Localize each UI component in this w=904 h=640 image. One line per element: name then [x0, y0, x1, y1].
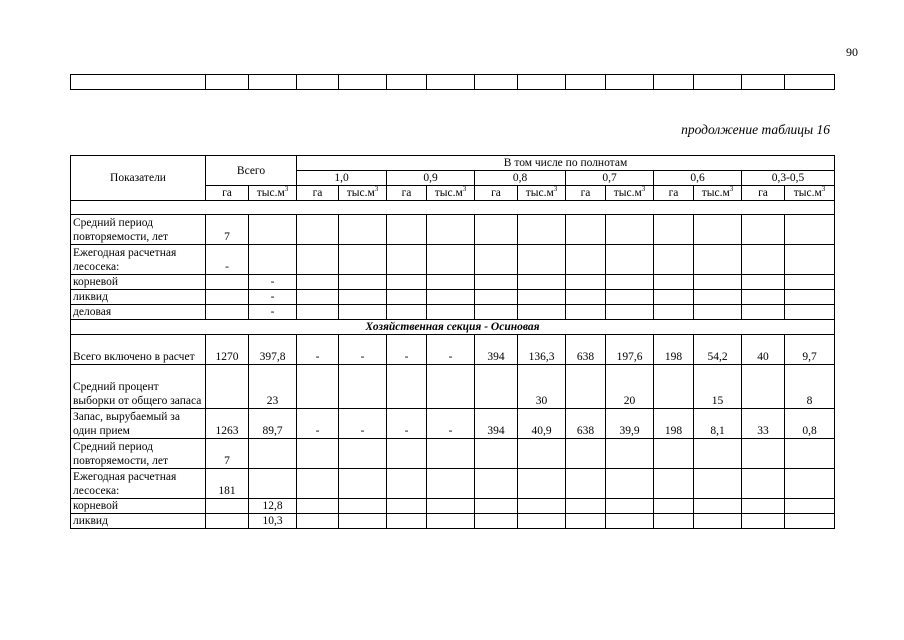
unit-volume-cell: $тыс.м^3$ — [249, 186, 297, 201]
density-header-cell: 0,3-0,5 — [742, 171, 835, 186]
data-cell — [427, 499, 475, 514]
data-cell: 10,3 — [249, 514, 297, 529]
data-cell — [566, 245, 606, 275]
data-cell — [566, 499, 606, 514]
table-row — [71, 365, 835, 409]
data-cell — [785, 215, 835, 245]
data-cell — [297, 499, 339, 514]
data-cell — [742, 290, 785, 305]
data-cell — [475, 290, 518, 305]
data-cell — [654, 499, 694, 514]
spacer-cell — [71, 201, 835, 215]
data-cell — [297, 275, 339, 290]
row-label: корневой — [71, 499, 206, 514]
data-cell — [339, 469, 387, 499]
data-cell — [249, 245, 297, 275]
data-cell: - — [427, 409, 475, 439]
unit-volume-cell: $тыс.м^3$ — [427, 186, 475, 201]
data-cell — [785, 245, 835, 275]
data-cell — [606, 275, 654, 290]
data-cell — [339, 514, 387, 529]
data-cell — [742, 469, 785, 499]
data-cell: 30 — [518, 365, 566, 409]
data-cell: 15 — [694, 365, 742, 409]
data-cell — [785, 275, 835, 290]
table-row — [71, 335, 835, 365]
data-cell: 40 — [742, 335, 785, 365]
data-cell — [566, 514, 606, 529]
data-cell: 54,2 — [694, 335, 742, 365]
table-row — [71, 75, 835, 90]
density-header-cell: 0,6 — [654, 171, 742, 186]
table-row — [71, 215, 835, 245]
data-cell — [694, 275, 742, 290]
data-cell: 1263 — [206, 409, 249, 439]
table-row — [71, 469, 835, 499]
data-cell: - — [206, 245, 249, 275]
data-cell — [566, 305, 606, 320]
data-cell — [427, 469, 475, 499]
data-cell — [297, 290, 339, 305]
data-cell: 20 — [606, 365, 654, 409]
table-row — [71, 499, 835, 514]
data-cell — [785, 290, 835, 305]
data-cell: 89,7 — [249, 409, 297, 439]
data-cell: - — [297, 335, 339, 365]
data-cell: 181 — [206, 469, 249, 499]
data-cell — [387, 514, 427, 529]
data-cell — [339, 365, 387, 409]
data-cell — [339, 439, 387, 469]
data-cell — [518, 305, 566, 320]
unit-volume-cell: $тыс.м^3$ — [694, 186, 742, 201]
data-cell — [654, 365, 694, 409]
row-label: корневой — [71, 275, 206, 290]
data-cell — [297, 439, 339, 469]
data-cell — [387, 215, 427, 245]
data-cell — [249, 215, 297, 245]
unit-ha-cell: га — [387, 186, 427, 201]
data-cell — [694, 499, 742, 514]
data-cell — [694, 305, 742, 320]
data-cell: 8,1 — [694, 409, 742, 439]
data-cell — [566, 439, 606, 469]
data-cell — [339, 305, 387, 320]
data-cell: 7 — [206, 439, 249, 469]
spacer-row — [71, 201, 835, 215]
data-cell — [566, 469, 606, 499]
row-label: Средний период повторяемости, лет — [71, 215, 206, 245]
table-row — [71, 275, 835, 290]
data-cell: 0,8 — [785, 409, 835, 439]
data-cell — [785, 514, 835, 529]
continuation-label: продолжение таблицы 16 — [681, 122, 830, 137]
data-cell — [694, 290, 742, 305]
data-cell: 33 — [742, 409, 785, 439]
data-cell — [297, 514, 339, 529]
density-header-cell: 0,8 — [475, 171, 566, 186]
data-cell — [654, 305, 694, 320]
data-cell — [387, 245, 427, 275]
data-cell — [742, 499, 785, 514]
data-cell — [654, 514, 694, 529]
data-cell — [297, 469, 339, 499]
section-title: Хозяйственная секция - Осиновая — [71, 320, 835, 335]
data-cell — [249, 439, 297, 469]
section-row — [71, 320, 835, 335]
data-cell: 198 — [654, 409, 694, 439]
data-cell: 23 — [249, 365, 297, 409]
data-cell — [339, 499, 387, 514]
density-header: В том числе по полнотам — [297, 156, 835, 171]
data-cell — [427, 245, 475, 275]
data-cell: 39,9 — [606, 409, 654, 439]
data-cell — [518, 245, 566, 275]
data-cell — [475, 275, 518, 290]
data-cell — [297, 215, 339, 245]
data-cell: - — [249, 305, 297, 320]
data-cell — [206, 290, 249, 305]
data-cell — [387, 290, 427, 305]
table-row — [71, 290, 835, 305]
data-cell — [654, 215, 694, 245]
data-cell: - — [339, 335, 387, 365]
data-cell — [427, 290, 475, 305]
row-label: Средний период повторяемости, лет — [71, 439, 206, 469]
density-header-cell: 0,9 — [387, 171, 475, 186]
data-cell — [566, 275, 606, 290]
data-cell — [206, 514, 249, 529]
data-cell: 394 — [475, 409, 518, 439]
data-cell — [742, 245, 785, 275]
unit-volume-cell: $тыс.м^3$ — [606, 186, 654, 201]
data-cell — [566, 215, 606, 245]
data-cell: 638 — [566, 409, 606, 439]
data-cell — [785, 439, 835, 469]
unit-ha-cell: га — [654, 186, 694, 201]
unit-ha-cell: га — [475, 186, 518, 201]
data-cell: - — [387, 409, 427, 439]
data-cell — [339, 290, 387, 305]
indicators-header: Показатели — [71, 156, 206, 201]
data-cell — [427, 514, 475, 529]
data-cell — [606, 469, 654, 499]
previous-table-fragment — [70, 74, 835, 90]
data-cell — [339, 275, 387, 290]
data-cell — [606, 290, 654, 305]
data-cell: - — [249, 275, 297, 290]
table-row — [71, 305, 835, 320]
data-cell: - — [297, 409, 339, 439]
data-cell: 394 — [475, 335, 518, 365]
data-cell — [518, 215, 566, 245]
data-cell: - — [339, 409, 387, 439]
data-cell — [427, 305, 475, 320]
data-cell — [694, 514, 742, 529]
main-table — [70, 155, 835, 529]
data-cell — [297, 245, 339, 275]
data-cell — [387, 365, 427, 409]
unit-ha-cell: га — [297, 186, 339, 201]
data-cell — [742, 514, 785, 529]
data-cell — [475, 469, 518, 499]
data-cell: - — [249, 290, 297, 305]
row-label: ликвид — [71, 514, 206, 529]
data-cell — [339, 215, 387, 245]
data-cell — [475, 514, 518, 529]
header-row — [71, 156, 835, 171]
table-row — [71, 409, 835, 439]
row-label: деловая — [71, 305, 206, 320]
data-cell — [654, 290, 694, 305]
total-header: Всего — [206, 156, 297, 186]
data-cell — [475, 305, 518, 320]
data-cell — [694, 439, 742, 469]
data-cell: 1270 — [206, 335, 249, 365]
table-row — [71, 514, 835, 529]
data-cell — [206, 499, 249, 514]
data-cell: 12,8 — [249, 499, 297, 514]
data-cell — [518, 499, 566, 514]
data-cell — [475, 499, 518, 514]
unit-ha-cell: га — [206, 186, 249, 201]
data-cell — [742, 275, 785, 290]
data-cell — [785, 305, 835, 320]
row-label: Ежегодная расчетная лесосека: — [71, 469, 206, 499]
data-cell: 198 — [654, 335, 694, 365]
density-header-cell: 0,7 — [566, 171, 654, 186]
data-cell: 40,9 — [518, 409, 566, 439]
data-cell — [785, 499, 835, 514]
table-row — [71, 245, 835, 275]
data-cell — [427, 439, 475, 469]
data-cell: - — [427, 335, 475, 365]
data-cell: 638 — [566, 335, 606, 365]
data-cell — [654, 245, 694, 275]
table-row — [71, 439, 835, 469]
unit-ha-cell: га — [566, 186, 606, 201]
data-cell: 197,6 — [606, 335, 654, 365]
data-cell — [387, 305, 427, 320]
data-cell — [297, 365, 339, 409]
unit-ha-cell: га — [742, 186, 785, 201]
data-cell — [297, 305, 339, 320]
data-cell — [606, 439, 654, 469]
data-cell — [387, 439, 427, 469]
data-cell — [518, 275, 566, 290]
data-cell — [694, 245, 742, 275]
data-cell — [475, 439, 518, 469]
data-cell — [606, 305, 654, 320]
data-cell: - — [387, 335, 427, 365]
unit-volume-cell: $тыс.м^3$ — [518, 186, 566, 201]
data-cell — [427, 365, 475, 409]
unit-volume-cell: $тыс.м^3$ — [785, 186, 835, 201]
data-cell — [427, 215, 475, 245]
data-cell — [206, 365, 249, 409]
row-label: Всего включено в расчет — [71, 335, 206, 365]
data-cell — [387, 499, 427, 514]
row-label: Запас, вырубаемый за один прием — [71, 409, 206, 439]
data-cell — [339, 245, 387, 275]
data-cell — [654, 439, 694, 469]
density-header-cell: 1,0 — [297, 171, 387, 186]
data-cell — [518, 439, 566, 469]
data-cell: 397,8 — [249, 335, 297, 365]
data-cell: 9,7 — [785, 335, 835, 365]
data-cell — [566, 290, 606, 305]
data-cell — [475, 215, 518, 245]
data-cell — [742, 305, 785, 320]
data-cell — [742, 215, 785, 245]
row-label: ликвид — [71, 290, 206, 305]
data-cell: 136,3 — [518, 335, 566, 365]
data-cell — [694, 215, 742, 245]
data-cell — [387, 275, 427, 290]
row-label: Средний процент выборки от общего запаса — [71, 365, 206, 409]
data-cell — [606, 215, 654, 245]
data-cell — [475, 245, 518, 275]
data-cell — [249, 469, 297, 499]
data-cell: 8 — [785, 365, 835, 409]
data-cell — [606, 245, 654, 275]
data-cell — [387, 469, 427, 499]
data-cell — [742, 365, 785, 409]
data-cell — [518, 469, 566, 499]
data-cell — [785, 469, 835, 499]
data-cell — [206, 275, 249, 290]
data-cell — [606, 499, 654, 514]
data-cell — [654, 275, 694, 290]
data-cell — [427, 275, 475, 290]
data-cell — [518, 290, 566, 305]
unit-volume-cell: $тыс.м^3$ — [339, 186, 387, 201]
data-cell — [694, 469, 742, 499]
data-cell — [566, 365, 606, 409]
data-cell — [518, 514, 566, 529]
data-cell — [606, 514, 654, 529]
data-cell — [206, 305, 249, 320]
page-number: 90 — [846, 45, 858, 59]
row-label: Ежегодная расчетная лесосека: — [71, 245, 206, 275]
data-cell — [475, 365, 518, 409]
data-cell: 7 — [206, 215, 249, 245]
data-cell — [742, 439, 785, 469]
data-cell — [654, 469, 694, 499]
